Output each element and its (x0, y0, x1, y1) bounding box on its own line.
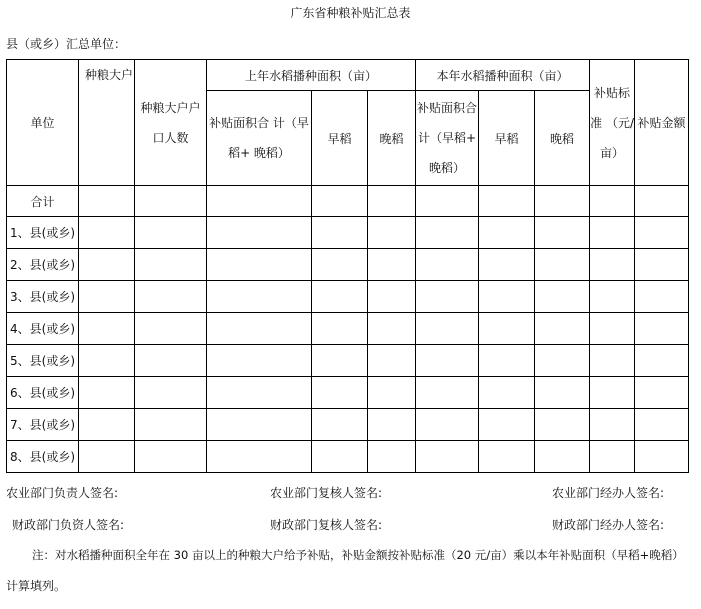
table-cell[interactable] (416, 186, 479, 217)
table-cell[interactable] (479, 409, 535, 441)
note-line-1: 注：对水稻播种面积全年在 30 亩以上的种粮大户给予补贴，补贴金额按补贴标准（20 元/亩）乘以本年补贴面积（早稻+晚稻） (32, 548, 684, 562)
table-cell[interactable] (207, 249, 312, 281)
table-cell[interactable] (535, 409, 590, 441)
row-label: 1、县(或乡) (7, 217, 79, 249)
table-row (7, 409, 689, 441)
table-cell[interactable] (590, 409, 635, 441)
table-cell[interactable] (635, 249, 689, 281)
table-cell[interactable] (590, 345, 635, 377)
table-cell[interactable] (535, 441, 590, 473)
table-cell[interactable] (479, 186, 535, 217)
table-cell[interactable] (635, 217, 689, 249)
table-cell[interactable] (635, 345, 689, 377)
table-cell[interactable] (479, 281, 535, 313)
agri-handler-signature: 农业部门经办人签名: (552, 486, 665, 500)
header-row-1 (7, 60, 689, 91)
table-cell[interactable] (535, 217, 590, 249)
table-cell[interactable] (312, 186, 368, 217)
table-cell[interactable] (135, 313, 207, 345)
agri-review-signature: 农业部门复核人签名: (270, 486, 383, 500)
table-cell[interactable] (479, 441, 535, 473)
unit-label: 县（或乡）汇总单位： (6, 37, 127, 51)
table-cell[interactable] (79, 217, 135, 249)
table-cell[interactable] (535, 281, 590, 313)
table-cell[interactable] (590, 377, 635, 409)
table-cell[interactable] (368, 217, 416, 249)
table-cell[interactable] (312, 217, 368, 249)
table-cell[interactable] (535, 377, 590, 409)
table-cell[interactable] (312, 249, 368, 281)
header-standard: 补贴标 准 （元/亩） (590, 60, 635, 186)
summary-table (6, 59, 689, 473)
table-cell[interactable] (479, 249, 535, 281)
table-cell[interactable] (535, 313, 590, 345)
table-cell[interactable] (79, 249, 135, 281)
table-row (7, 345, 689, 377)
table-cell[interactable] (207, 377, 312, 409)
table-cell[interactable] (135, 249, 207, 281)
table-row (7, 313, 689, 345)
table-cell[interactable] (479, 377, 535, 409)
table-cell[interactable] (368, 377, 416, 409)
row-label: 7、县(或乡) (7, 409, 79, 441)
table-cell[interactable] (590, 217, 635, 249)
table-row (7, 217, 689, 249)
table-cell[interactable] (312, 345, 368, 377)
header-big-grower: 种粮大户 (79, 60, 135, 186)
row-label: 2、县(或乡) (7, 249, 79, 281)
table-cell[interactable] (479, 345, 535, 377)
note-line-2: 计算填列。 (6, 579, 67, 593)
header-this-total: 补贴面积合 计（早稻+ 晚稻） (416, 91, 479, 186)
table-cell[interactable] (312, 313, 368, 345)
header-unit: 单位 (7, 60, 79, 186)
table-cell[interactable] (635, 186, 689, 217)
row-label: 5、县(或乡) (7, 345, 79, 377)
table-cell[interactable] (635, 441, 689, 473)
table-cell[interactable] (207, 441, 312, 473)
table-cell[interactable] (368, 281, 416, 313)
table-row (7, 281, 689, 313)
table-cell[interactable] (416, 217, 479, 249)
table-cell[interactable] (368, 441, 416, 473)
table-cell[interactable] (79, 281, 135, 313)
table-cell[interactable] (535, 249, 590, 281)
table-cell[interactable] (416, 249, 479, 281)
table-cell[interactable] (635, 377, 689, 409)
header-this-year-group: 本年水稻播种面积（亩） (416, 60, 590, 91)
table-cell[interactable] (479, 217, 535, 249)
table-cell[interactable] (135, 186, 207, 217)
header-last-late: 晚稻 (368, 91, 416, 186)
table-cell[interactable] (79, 345, 135, 377)
table-cell[interactable] (590, 281, 635, 313)
table-cell[interactable] (635, 313, 689, 345)
fin-review-signature: 财政部门复核人签名: (270, 518, 383, 532)
table-cell[interactable] (368, 186, 416, 217)
header-last-early: 早稻 (312, 91, 368, 186)
fin-handler-signature: 财政部门经办人签名: (552, 518, 665, 532)
table-cell[interactable] (135, 377, 207, 409)
table-cell[interactable] (635, 281, 689, 313)
table-cell[interactable] (79, 409, 135, 441)
table-cell[interactable] (416, 409, 479, 441)
table-cell[interactable] (416, 345, 479, 377)
table-cell[interactable] (207, 313, 312, 345)
table-cell[interactable] (416, 441, 479, 473)
table-cell[interactable] (135, 345, 207, 377)
table-row (7, 186, 689, 217)
row-label: 3、县(或乡) (7, 281, 79, 313)
agri-head-signature: 农业部门负责人签名: (6, 486, 119, 500)
table-row (7, 377, 689, 409)
header-amount: 补贴金额 (635, 60, 689, 186)
row-label: 6、县(或乡) (7, 377, 79, 409)
table-cell[interactable] (79, 186, 135, 217)
table-cell[interactable] (312, 281, 368, 313)
table-cell[interactable] (79, 313, 135, 345)
table-cell[interactable] (79, 441, 135, 473)
table-cell[interactable] (590, 441, 635, 473)
table-cell[interactable] (416, 377, 479, 409)
row-label: 8、县(或乡) (7, 441, 79, 473)
table-cell[interactable] (207, 409, 312, 441)
table-cell[interactable] (635, 409, 689, 441)
table-cell[interactable] (590, 313, 635, 345)
row-label: 合计 (7, 186, 79, 217)
header-last-year-group: 上年水稻播种面积（亩） (207, 60, 416, 91)
page-title: 广东省种粮补贴汇总表 (290, 6, 411, 20)
table-cell[interactable] (590, 186, 635, 217)
table-cell[interactable] (535, 186, 590, 217)
table-cell[interactable] (416, 313, 479, 345)
table-cell[interactable] (207, 345, 312, 377)
table-cell[interactable] (312, 441, 368, 473)
table-cell[interactable] (368, 313, 416, 345)
table-row (7, 249, 689, 281)
header-this-early: 早稻 (479, 91, 535, 186)
row-label: 4、县(或乡) (7, 313, 79, 345)
header-big-grower-count: 种粮大户户口人数 (135, 60, 207, 186)
table-cell[interactable] (207, 217, 312, 249)
table-cell[interactable] (135, 441, 207, 473)
table-cell[interactable] (416, 281, 479, 313)
table-row (7, 441, 689, 473)
table-cell[interactable] (368, 409, 416, 441)
table-cell[interactable] (479, 313, 535, 345)
table-cell[interactable] (368, 345, 416, 377)
table-cell[interactable] (207, 186, 312, 217)
table-cell[interactable] (207, 281, 312, 313)
header-this-late: 晚稻 (535, 91, 590, 186)
table-cell[interactable] (312, 409, 368, 441)
table-cell[interactable] (135, 281, 207, 313)
fin-head-signature: 财政部门负资人签名: (12, 518, 125, 532)
table-cell[interactable] (312, 377, 368, 409)
table-cell[interactable] (135, 217, 207, 249)
table-cell[interactable] (535, 345, 590, 377)
table-cell[interactable] (590, 249, 635, 281)
header-last-total: 补贴面积合 计（早稻+ 晚稻） (207, 91, 312, 186)
table-cell[interactable] (79, 377, 135, 409)
table-cell[interactable] (368, 249, 416, 281)
table-cell[interactable] (135, 409, 207, 441)
